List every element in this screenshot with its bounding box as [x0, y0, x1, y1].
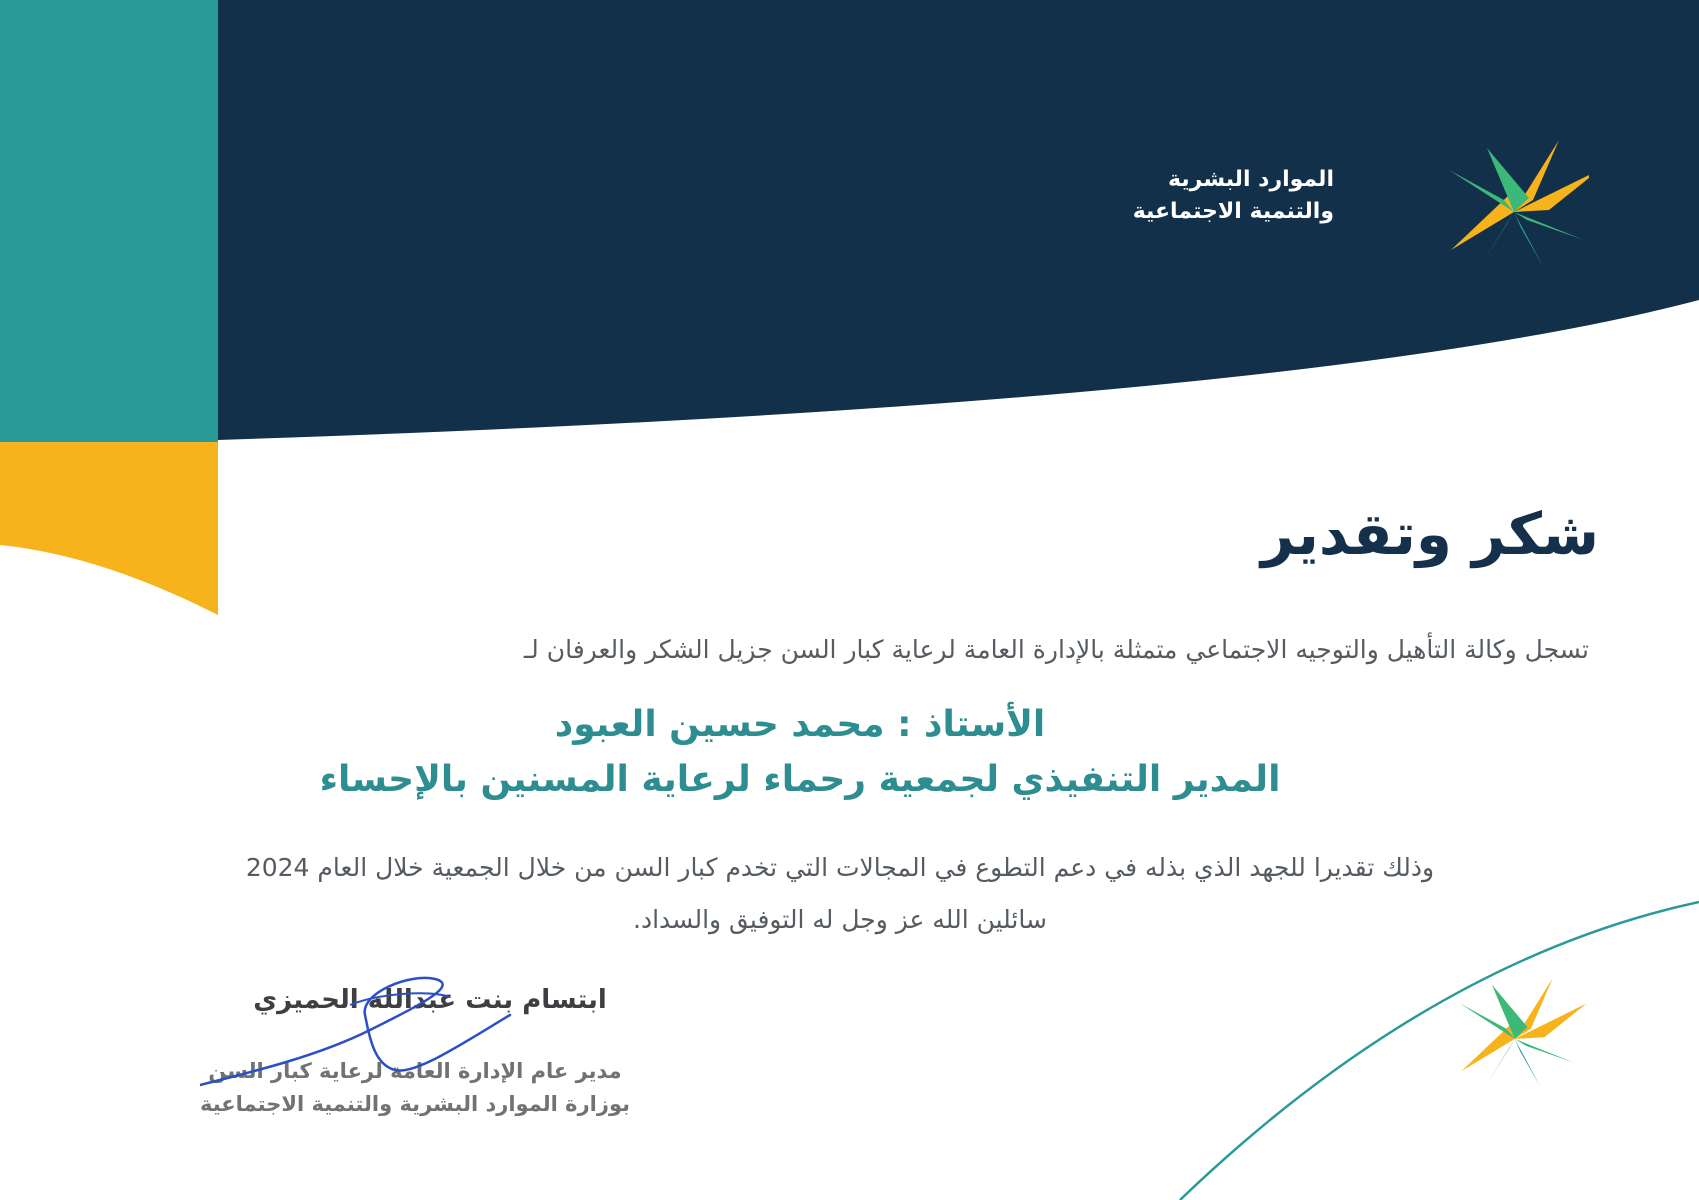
recipient-position: المدير التنفيذي لجمعية رحماء لرعاية المسنين بالإحساء [319, 759, 1281, 800]
recipient-block [300, 700, 1300, 810]
ministry-name-line2: والتنمية الاجتماعية [1132, 199, 1334, 224]
yellow-band [0, 442, 218, 615]
teal-band [0, 0, 218, 442]
signatory-title-line2: بوزارة الموارد البشرية والتنمية الاجتماعية [200, 1092, 630, 1116]
certificate-title: شكر وتقدير [1261, 500, 1599, 568]
certificate-body [100, 842, 1580, 946]
body-line-2: سائلين الله عز وجل له التوفيق والسداد. [633, 905, 1047, 934]
star-burst-logo-icon [1449, 140, 1589, 270]
handwritten-signature [200, 975, 520, 1095]
ministry-name-line1: الموارد البشرية [1168, 167, 1334, 192]
decorative-curve [1180, 902, 1699, 1200]
ministry-logo [1069, 140, 1589, 270]
certificate-intro: تسجل وكالة التأهيل والتوجيه الاجتماعي متمثلة بالإدارة العامة لرعاية كبار السن جزيل الشكر والعرفان لـ [523, 635, 1589, 664]
star-burst-logo-icon-bottom [1449, 978, 1589, 1088]
signatory-title-line1: مدير عام الإدارة العامة لرعاية كبار السن [208, 1059, 622, 1083]
body-line-1: وذلك تقديرا للجهد الذي بذله في دعم التطوع في المجالات التي تخدم كبار السن من خلال الجمعية خلال العام 2024 [245, 853, 1435, 882]
recipient-name: الأستاذ : محمد حسين العبود [554, 704, 1046, 745]
signatory-name: ابتسام بنت عبدالله الحميزي [253, 985, 607, 1015]
